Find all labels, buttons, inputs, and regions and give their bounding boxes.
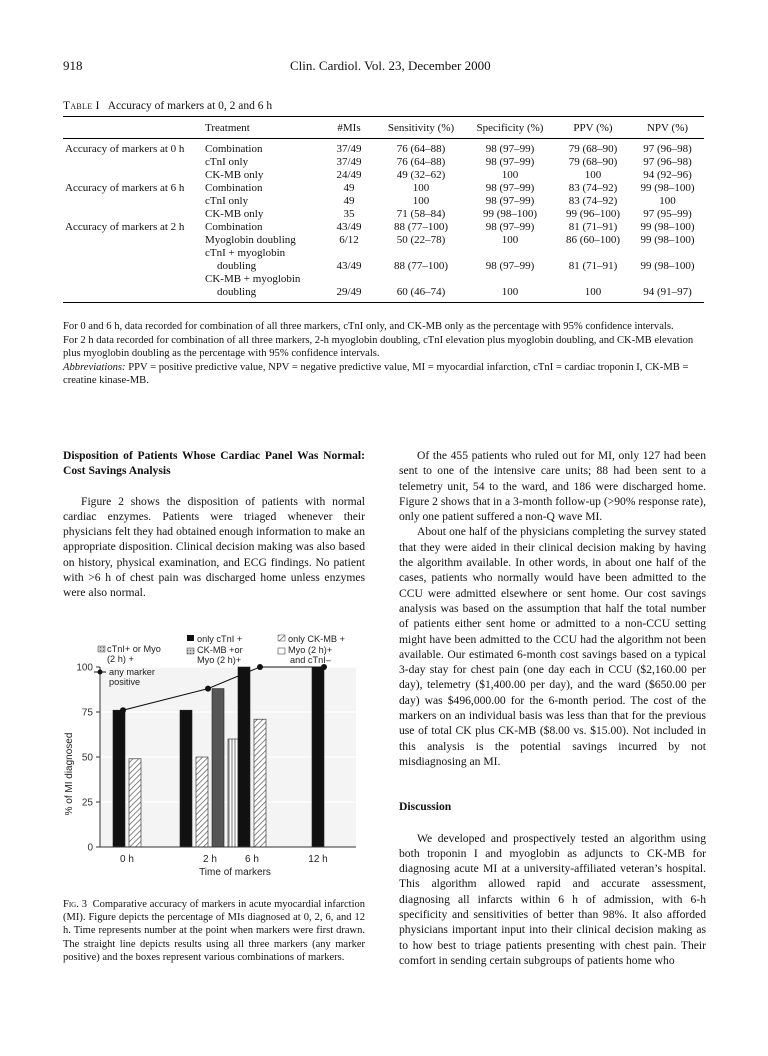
- table-row: [63, 221, 704, 234]
- table-cell: 99 (98–100): [640, 221, 695, 233]
- table-cell: [63, 260, 203, 273]
- figure-caption: [63, 898, 365, 964]
- table-row: [63, 195, 704, 208]
- table-header-cell: Sensitivity (%): [377, 117, 465, 139]
- legend-swatch: [278, 635, 285, 641]
- table-row: [63, 273, 704, 286]
- legend-label: positive: [109, 677, 141, 687]
- table-cell: cTnI only: [205, 156, 249, 168]
- table-label: Table I: [63, 100, 100, 112]
- table-cell: 83 (74–92): [568, 182, 618, 194]
- table-cell: 37/49: [336, 143, 362, 155]
- table-cell: cTnI only: [205, 195, 249, 207]
- section-heading: Disposition of Patients Whose Cardiac Panel Was Normal: Cost Savings Analysis: [63, 449, 365, 478]
- y-tick-label: 75: [81, 707, 93, 719]
- figure-caption-text: Comparative accuracy of markers in acute myocardial infarction (MI). Figure depicts the percentage of MIs diagnosed at 0, 2, 6, and 12 h. Time represents number at the point when markers were first drawn. The straight line depicts results using all three markers (any marker positive) and the boxes represent various combinations of markers.: [63, 899, 365, 963]
- legend-label: only cTnI +: [197, 634, 243, 644]
- paragraph: Figure 2 shows the disposition of patients with normal cardiac enzymes. Patients were triaged whenever their physicians felt they had obtained enough information to make an appropriate disposition. Clinical decision making was also based on history, physical examination, and ECG findings. No patient with >6 h of chest pain was discharged home unless enzymes were also normal.: [63, 494, 365, 600]
- table-cell: 71 (58–84): [396, 208, 446, 220]
- figure-label: Fig. 3: [63, 899, 87, 910]
- table-cell: CK-MB only: [205, 208, 264, 220]
- table-cell: [631, 273, 704, 286]
- table-cell: 88 (77–100): [393, 221, 449, 233]
- table-cell: [465, 247, 555, 260]
- legend-label: and cTnI–: [290, 655, 331, 665]
- table-cell: [63, 195, 203, 208]
- table-cell: [631, 247, 704, 260]
- table-cell: 99 (98–100): [640, 234, 695, 246]
- table-cell: 100: [555, 286, 631, 303]
- table-cell: Combination: [205, 182, 263, 194]
- table-cell: Accuracy of markers at 6 h: [65, 182, 185, 194]
- table-cell: [63, 286, 203, 303]
- table-cell: 29/49: [321, 286, 377, 303]
- table-cell: Accuracy of markers at 2 h: [65, 221, 185, 233]
- table-cell: 98 (97–99): [485, 156, 535, 168]
- table-cell: 60 (46–74): [377, 286, 465, 303]
- table-cell: Combination: [205, 143, 263, 155]
- x-tick-label: 0 h: [120, 854, 134, 865]
- table-cell: [63, 169, 203, 182]
- section-heading: Discussion: [399, 800, 452, 814]
- table-cell: 43/49: [336, 221, 362, 233]
- table-cell: 99 (98–100): [640, 260, 695, 272]
- table-cell: 98 (97–99): [485, 143, 535, 155]
- table-cell: [63, 156, 203, 169]
- legend-label: any marker: [109, 667, 155, 677]
- table-cell: 24/49: [336, 169, 362, 181]
- table-cell: 99 (98–100): [640, 182, 695, 194]
- table-title: Accuracy of markers at 0, 2 and 6 h: [107, 100, 273, 112]
- table-cell: [63, 273, 203, 286]
- table-cell: 76 (64–88): [396, 156, 446, 168]
- table-cell: 100: [465, 286, 555, 303]
- table-row: [63, 234, 704, 247]
- table-cell: 81 (71–91): [568, 221, 618, 233]
- accuracy-table: [63, 116, 704, 303]
- table-cell: 97 (95–99): [643, 208, 692, 220]
- x-tick-label: 6 h: [245, 854, 259, 865]
- table-cell: 37/49: [336, 156, 362, 168]
- table-row: [63, 247, 704, 260]
- table-cell: 97 (96–98): [643, 156, 692, 168]
- table-cell: 94 (92–96): [643, 169, 692, 181]
- table-cell: doubling: [203, 286, 321, 303]
- table-header-cell: #MIs: [321, 117, 377, 139]
- table-cell: 43/49: [336, 260, 362, 272]
- trend-point: [257, 664, 263, 670]
- table-header-row: [63, 117, 704, 139]
- table-cell: 100: [501, 234, 519, 246]
- table-row: [63, 208, 704, 221]
- y-tick-label: 25: [81, 797, 93, 809]
- table-header-cell: PPV (%): [555, 117, 631, 139]
- bar: [180, 710, 192, 847]
- table-row: [63, 169, 704, 182]
- table-cell: 100: [584, 169, 602, 181]
- table-cell: 50 (22–78): [396, 234, 446, 246]
- table-cell: [321, 247, 377, 260]
- table-cell: [555, 273, 631, 286]
- legend-label: Myo (2 h)+: [288, 645, 333, 655]
- table-cell: 49 (32–62): [396, 169, 446, 181]
- table-cell: 100: [412, 182, 430, 194]
- bar: [196, 757, 208, 847]
- table-cell: CK-MB + myoglobin: [205, 273, 301, 285]
- table-cell: 6/12: [339, 234, 359, 246]
- bar: [113, 710, 125, 847]
- table-cell: Combination: [205, 221, 263, 233]
- table-row: [63, 156, 704, 169]
- table-footnotes: [63, 320, 704, 388]
- table-header-cell: Specificity (%): [465, 117, 555, 139]
- page-number: 918: [63, 58, 83, 73]
- table-row: [63, 139, 704, 157]
- table-cell: 76 (64–88): [396, 143, 446, 155]
- paragraph: Of the 455 patients who ruled out for MI, only 127 had been sent to one of the intensive care units; 88 had been sent to a telemetry unit, 54 to the ward, and 186 were discharged home. Figure 2 shows that in a 3-month follow-up (>90% response rate), only one patient suffered a non-Q wave MI.: [399, 449, 706, 524]
- table-cell: Accuracy of markers at 0 h: [65, 143, 185, 155]
- bar: [254, 719, 266, 847]
- legend-swatch: [98, 646, 105, 652]
- y-tick-label: 0: [87, 842, 93, 854]
- legend-label: Myo (2 h)+: [197, 655, 242, 665]
- table-cell: 99 (96–100): [565, 208, 621, 220]
- y-axis-title: % of MI diagnosed: [64, 732, 75, 816]
- table-cell: 94 (91–97): [631, 286, 704, 303]
- legend-swatch: [187, 635, 194, 641]
- table-header-cell: NPV (%): [631, 117, 704, 139]
- trend-point: [205, 686, 211, 692]
- bar: [212, 689, 224, 847]
- legend-swatch: [187, 648, 194, 654]
- table-cell: 79 (68–90): [568, 143, 618, 155]
- table-cell: [465, 273, 555, 286]
- right-column: [399, 448, 706, 968]
- trend-point: [120, 707, 126, 713]
- table-cell: 88 (77–100): [393, 260, 449, 272]
- table-footnote: For 2 h data recorded for combination of all three markers, 2-h myoglobin doubling, cTnI elevation plus myoglobin doubling, and CK-MB elevation plus myoglobin doubling as the percentage with 95% confidence intervals.: [63, 334, 694, 359]
- x-axis-title: Time of markers: [199, 867, 271, 878]
- table-cell: 100: [501, 169, 519, 181]
- table-cell: 97 (96–98): [643, 143, 692, 155]
- bar: [238, 667, 250, 847]
- legend-label: only CK-MB +: [288, 634, 345, 644]
- y-tick-label: 100: [76, 662, 93, 674]
- table-cell: cTnI + myoglobin: [205, 247, 286, 259]
- table-cell: 81 (71–91): [568, 260, 618, 272]
- legend-label: cTnI+ or Myo: [107, 644, 161, 654]
- table-cell: 98 (97–99): [485, 221, 535, 233]
- legend-label: (2 h) +: [107, 654, 134, 664]
- table-cell: Myoglobin doubling: [205, 234, 296, 246]
- table-abbreviations: [63, 361, 704, 388]
- table-cell: 100: [659, 195, 676, 207]
- table-cell: [321, 273, 377, 286]
- x-tick-label: 2 h: [203, 854, 217, 865]
- table-header-cell: [63, 117, 203, 139]
- table-cell: 86 (60–100): [565, 234, 621, 246]
- legend-marker: [98, 670, 103, 675]
- paragraph: About one half of the physicians completing the survey stated that they were aided in their clinical decision making by having the algorithm available. In other words, in about one half of the cases, patients who normally would have been admitted to the CCU were admitted elsewhere or sent home. Our cost savings analysis was based on the assumption that half the total number of patients either sent home or admitted to a non-CCU setting might have been admitted to the CCU had the algorithm not been available. Our estimated 6-month cost savings based on a typical 3-day stay for chest pain (one day each in CCU ($2,160.00 per day), telemetry ($1,400.00 per day), and the ward ($650.00 per day) was $496,000.00 for the 6-month period. The cost of the markers on an individual basis was less than that for the previous use of total CK plus CK-MB ($8.00 vs. $15.00). Not included in this analysis is the potential savings incurred by not misdiagnosing an MI.: [399, 525, 706, 768]
- table-cell: 99 (98–100): [482, 208, 538, 220]
- table-cell: [377, 247, 465, 260]
- table-cell: 98 (97–99): [485, 195, 535, 207]
- left-column: [63, 448, 365, 601]
- abbreviations-label: Abbreviations:: [63, 361, 126, 373]
- journal-header: Clin. Cardiol. Vol. 23, December 2000: [290, 58, 491, 73]
- bar: [129, 759, 141, 847]
- table-cell: 79 (68–90): [568, 156, 618, 168]
- table-cell: 98 (97–99): [485, 260, 535, 272]
- table-row: [63, 286, 704, 303]
- table-cell: 49: [343, 195, 355, 207]
- table-cell: 100: [412, 195, 430, 207]
- table-cell: [555, 247, 631, 260]
- table-row: [63, 260, 704, 273]
- table-cell: CK-MB only: [205, 169, 264, 181]
- table-footnote: For 0 and 6 h, data recorded for combination of all three markers, cTnI only, and CK-MB only as the percentage with 95% confidence intervals.: [63, 321, 674, 332]
- y-tick-label: 50: [81, 752, 93, 764]
- table-cell: doubling: [217, 260, 257, 272]
- table-cell: 98 (97–99): [485, 182, 535, 194]
- table-cell: 35: [343, 208, 355, 220]
- x-tick-label: 12 h: [308, 854, 328, 865]
- table-row: [63, 182, 704, 195]
- abbreviations-text: PPV = positive predictive value, NPV = negative predictive value, MI = myocardial infarction, cTnI = cardiac troponin I, CK-MB = creatine kinase-MB.: [63, 361, 689, 386]
- legend-swatch: [278, 648, 285, 654]
- table-cell: [377, 273, 465, 286]
- figure-3-chart: [60, 622, 370, 884]
- paragraph: We developed and prospectively tested an algorithm using both troponin I and myoglobin as adjuncts to CK-MB for diagnosing acute MI at a university-affiliated veteran’s hospital. This algorithm allowed rapid and accurate assessment, diagnosing all infarcts within 6 h of admission, with 6-h specificity and sensitivities of better than 98%. It also afforded physicians important input into their clinical decision making as to how best to triage patients presenting with chest pain. Their comfort in sending certain subgroups of patients home who: [399, 831, 706, 967]
- legend-label: CK-MB +or: [197, 645, 243, 655]
- table-cell: 49: [343, 182, 355, 194]
- table-cell: 83 (74–92): [568, 195, 618, 207]
- table-cell: [63, 208, 203, 221]
- table-caption: [63, 100, 272, 112]
- table-cell: [63, 234, 203, 247]
- bar: [312, 667, 324, 847]
- table-header-cell: Treatment: [203, 117, 321, 139]
- table-cell: [63, 247, 203, 260]
